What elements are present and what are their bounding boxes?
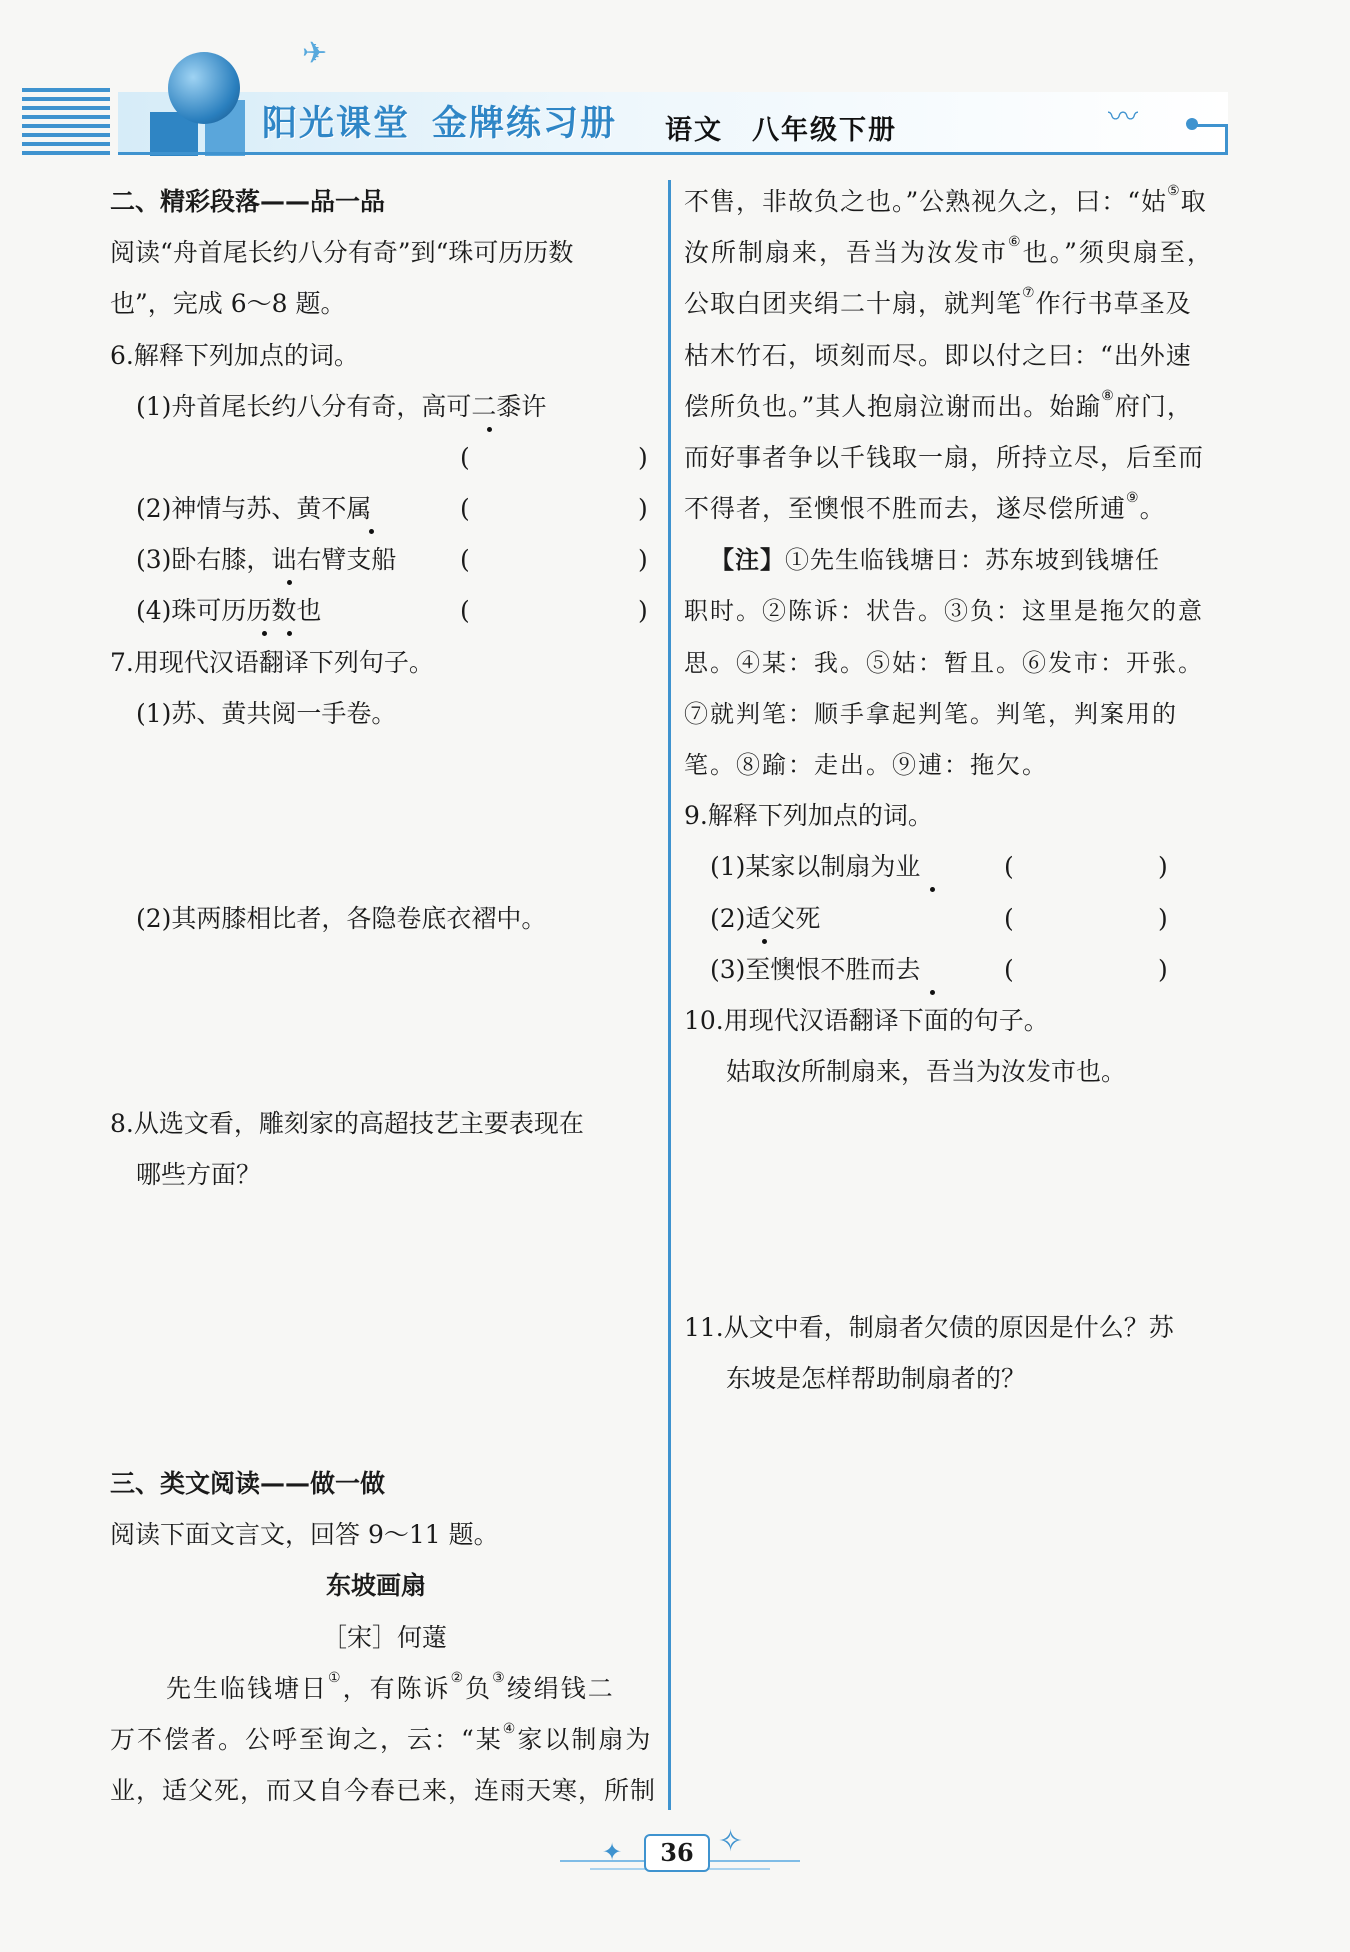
passage-title: 东坡画扇	[326, 1571, 427, 1600]
passage-author: ［宋］何薳	[322, 1623, 448, 1652]
question-9-item: (1)某家以制扇为业	[710, 852, 921, 881]
brand-subtitle: 金牌练习册	[432, 104, 618, 144]
paper-plane-icon: ✈	[302, 36, 328, 71]
footnote: 职时。②陈诉：状告。③负：这里是拖欠的意	[684, 597, 1204, 625]
answer-paren-close: )	[1158, 852, 1168, 881]
passage-line: 业，适父死，而又自今春已来，连雨天寒，所制	[110, 1776, 657, 1805]
answer-paren-close: )	[638, 545, 648, 574]
question-9-item: (3)至懊恨不胜而去	[710, 955, 921, 984]
star-icon: ✦	[602, 1838, 623, 1866]
passage-line: 不售，非故负之也。”公熟视久之，曰：“姑⑤取	[684, 183, 1207, 216]
question-6: 6.解释下列加点的词。	[110, 341, 359, 370]
star-icon: ✧	[718, 1824, 744, 1859]
question-6-item: (2)神情与苏、黄不属	[136, 494, 372, 523]
question-7-item: (2)其两膝相比者，各隐卷底衣褶中。	[136, 904, 547, 933]
passage-line: 汝所制扇来，吾当为汝发市⑥也。”须臾扇至，	[684, 234, 1214, 267]
answer-paren-close: )	[638, 494, 648, 523]
page-footer	[560, 1824, 800, 1880]
question-6-item: (1)舟首尾长约八分有奇，高可二黍许	[136, 392, 547, 421]
question-8: 哪些方面？	[136, 1160, 262, 1189]
question-7-item: (1)苏、黄共阅一手卷。	[136, 699, 397, 728]
column-divider	[668, 180, 671, 1810]
header-rule	[118, 152, 1228, 155]
brand-title: 阳光课堂	[262, 104, 411, 144]
answer-paren-close: )	[1158, 904, 1168, 933]
question-6-item: (4)珠可历历数也	[136, 596, 322, 625]
section-intro: 阅读“舟首尾长约八分有奇”到“珠可历历数	[110, 238, 574, 267]
question-10-sentence: 姑取汝所制扇来，吾当为汝发市也。	[726, 1057, 1127, 1086]
passage-line: 偿所负也。”其人抱扇泣谢而出。始踰⑧府门，	[684, 388, 1193, 421]
emphasis-dot	[287, 580, 292, 585]
section-intro: 阅读下面文言文，回答 9～11 题。	[110, 1520, 499, 1549]
question-9-item: (2)适父死	[710, 904, 821, 933]
section-title: 三、类文阅读——做一做	[110, 1469, 386, 1498]
answer-paren-open: (	[1004, 955, 1014, 984]
answer-paren-close: )	[1158, 955, 1168, 984]
footnote: 【注】①先生临钱塘日：苏东坡到钱塘任	[710, 546, 1160, 574]
emphasis-dot	[930, 887, 935, 892]
footnote: 笔。⑧踰：走出。⑨逋：拖欠。	[684, 751, 1048, 779]
question-6-item: (3)卧右膝，诎右臂支船	[136, 545, 397, 574]
passage-line: 不得者，至懊恨不胜而去，遂尽偿所逋⑨。	[684, 490, 1166, 523]
subject-grade: 语文 八年级下册	[665, 115, 897, 146]
bird-icon: 〰	[1108, 100, 1138, 135]
footnote: 思。④某：我。⑤姑：暂且。⑥发市：开张。	[684, 649, 1204, 677]
passage-line: 枯木竹石，顷刻而尽。即以付之曰：“出外速	[684, 341, 1192, 370]
section-title: 二、精彩段落——品一品	[110, 187, 386, 216]
answer-paren-open: (	[1004, 904, 1014, 933]
answer-paren-open: (	[460, 494, 470, 523]
answer-paren-open: (	[460, 545, 470, 574]
header-corner	[1195, 124, 1228, 155]
question-8: 8.从选文看，雕刻家的高超技艺主要表现在	[110, 1109, 584, 1138]
emphasis-dot	[369, 529, 374, 534]
passage-line: 先生临钱塘日①，有陈诉②负③绫绢钱二	[166, 1670, 615, 1703]
page-header	[0, 0, 1350, 170]
section-intro: 也”，完成 6～8 题。	[110, 289, 346, 318]
emphasis-dot	[287, 631, 292, 636]
answer-paren-open: (	[1004, 852, 1014, 881]
question-11: 11.从文中看，制扇者欠债的原因是什么？苏	[684, 1313, 1174, 1342]
question-9: 9.解释下列加点的词。	[684, 801, 933, 830]
passage-line: 而好事者争以千钱取一扇，所持立尽，后至而	[684, 443, 1205, 472]
emphasis-dot	[930, 990, 935, 995]
answer-paren-close: )	[638, 596, 648, 625]
answer-paren-open: (	[460, 596, 470, 625]
header-stripes	[22, 88, 110, 158]
answer-paren-open: (	[460, 443, 470, 472]
passage-line: 公取白团夹绢二十扇，就判笔⑦作行书草圣及	[684, 285, 1192, 318]
question-10: 10.用现代汉语翻译下面的句子。	[684, 1006, 1049, 1035]
page-number: 36	[644, 1834, 710, 1872]
emphasis-dot	[762, 939, 767, 944]
answer-paren-close: )	[638, 443, 648, 472]
passage-line: 万不偿者。公呼至询之，云：“某④家以制扇为	[110, 1721, 653, 1754]
footnote: ⑦就判笔：顺手拿起判笔。判笔，判案用的	[684, 700, 1178, 728]
emphasis-dot	[262, 631, 267, 636]
emphasis-dot	[487, 427, 492, 432]
question-11: 东坡是怎样帮助制扇者的？	[726, 1364, 1027, 1393]
globe-icon	[168, 52, 240, 124]
question-7: 7.用现代汉语翻译下列句子。	[110, 648, 434, 677]
